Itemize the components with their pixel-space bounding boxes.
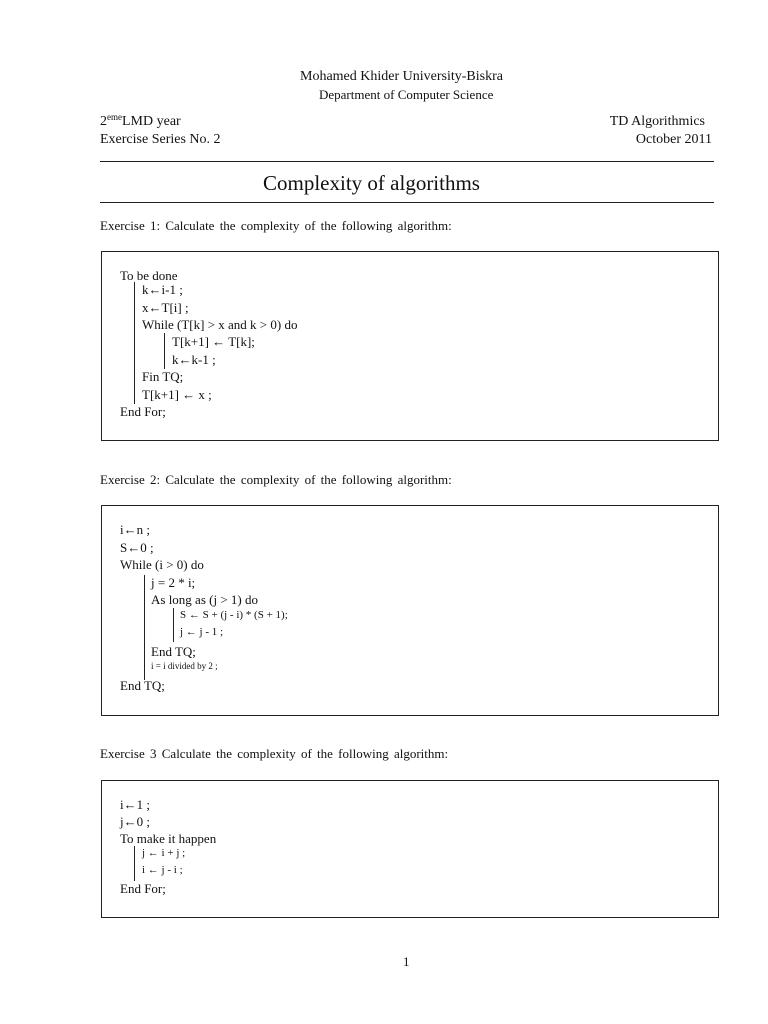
- date-label: October 2011: [635, 132, 712, 147]
- exercise-3-line: i ← j - i ;: [142, 864, 183, 876]
- exercise-1-loop-bar: [134, 282, 135, 404]
- exercise-2-line: While (i > 0) do: [120, 557, 204, 572]
- exercise-1-line: To be done: [120, 268, 178, 283]
- exercise-3-line: j ← i + j ;: [142, 847, 186, 859]
- exercise-2-inner-bar: [173, 608, 174, 642]
- exercise-2-line: j ← j - 1 ;: [180, 626, 224, 638]
- department-name: Department of Computer Science: [319, 87, 494, 102]
- year-superscript: eme: [107, 112, 122, 122]
- exercise-2-line: End TQ;: [151, 644, 196, 659]
- exercise-3-code-box: [101, 780, 719, 918]
- exercise-2-line: j = 2 * i;: [151, 575, 196, 590]
- exercise-3-line: End For;: [120, 881, 166, 896]
- exercise-1-line: While (T[k] > x and k > 0) do: [142, 317, 298, 332]
- exercise-3-loop-bar: [134, 846, 135, 881]
- exercise-1-line: T[k+1] ← T[k];: [172, 334, 255, 349]
- title-divider: [100, 202, 714, 203]
- course-name: TD Algorithmics: [609, 114, 705, 129]
- page-number: 1: [403, 954, 410, 969]
- year-text: LMD year: [122, 114, 181, 129]
- exercise-2-line: i←n ;: [120, 522, 150, 537]
- year-number: 2: [100, 114, 107, 129]
- exercise-1-heading: Exercise 1: Calculate the complexity of the following algorithm:: [100, 218, 452, 233]
- exercise-1-line: T[k+1] ← x ;: [142, 387, 212, 402]
- exercise-1-line: k←i-1 ;: [142, 282, 183, 297]
- exercise-2-while-bar: [144, 575, 145, 680]
- exercise-3-line: To make it happen: [120, 831, 217, 846]
- top-divider: [100, 161, 714, 162]
- exercise-3-line: j←0 ;: [120, 814, 150, 829]
- exercise-2-line: i = i divided by 2 ;: [151, 661, 218, 671]
- exercise-1-while-bar: [164, 333, 165, 369]
- exercise-1-line: x←T[i] ;: [142, 300, 189, 315]
- year-label: [100, 114, 181, 130]
- exercise-1-line: Fin TQ;: [142, 369, 184, 384]
- exercise-3-line: i←1 ;: [120, 797, 150, 812]
- exercise-3-heading: Exercise 3 Calculate the complexity of the following algorithm:: [100, 746, 449, 761]
- series-label: Exercise Series No. 2: [100, 132, 221, 147]
- exercise-2-line: S ← S + (j - i) * (S + 1);: [180, 609, 288, 621]
- exercise-2-line: S←0 ;: [120, 540, 154, 555]
- exercise-2-line: End TQ;: [120, 678, 165, 693]
- exercise-1-line: k←k-1 ;: [172, 352, 216, 367]
- exercise-2-line: As long as (j > 1) do: [151, 592, 258, 607]
- page-title: Complexity of algorithms: [263, 171, 480, 195]
- university-name: Mohamed Khider University-Biskra: [300, 69, 503, 84]
- exercise-1-line: End For;: [120, 404, 166, 419]
- exercise-2-heading: Exercise 2: Calculate the complexity of the following algorithm:: [100, 472, 452, 487]
